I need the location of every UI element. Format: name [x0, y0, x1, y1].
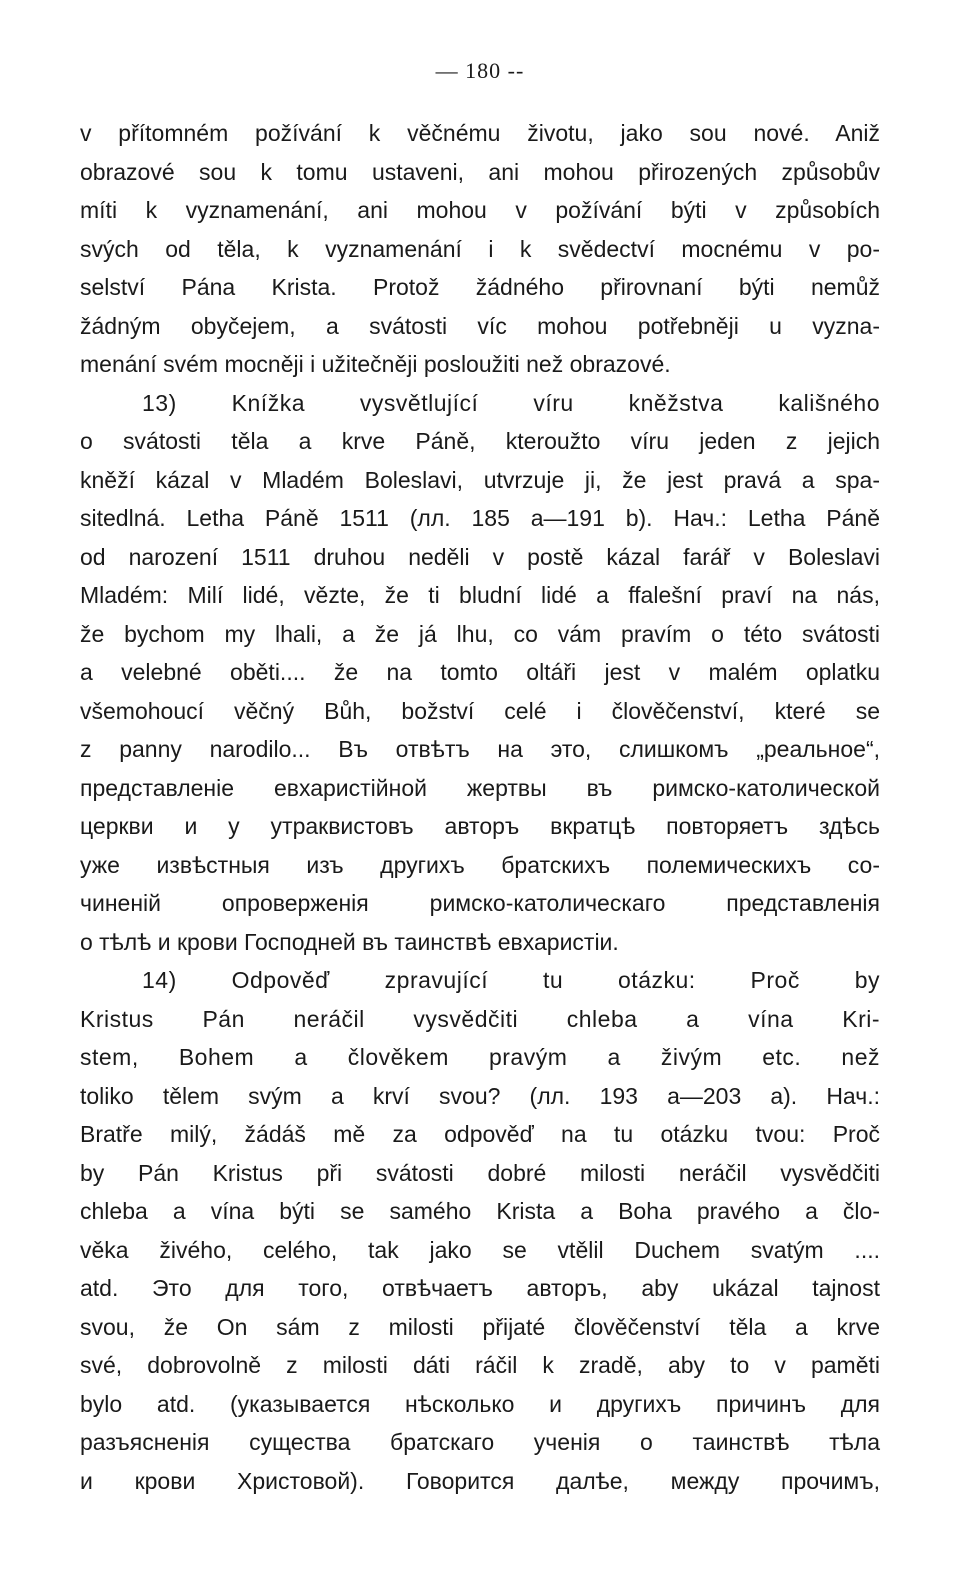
text-line: bylo atd. (указывается нѣсколько и другихъ причинъ для: [80, 1390, 880, 1417]
entry-13-heading-line: 13) Knížka vysvětlující víru kněžstva kališného: [142, 389, 880, 416]
text-line: разъясненія существа братскаго ученія о таинствѣ тѣла: [80, 1429, 880, 1455]
text-line: a velebné oběti.... že na tomto oltáři jest v malém oplatku: [80, 659, 880, 685]
text-line: své, dobrovolně z milosti dáti ráčil k zradě, aby to v paměti: [80, 1352, 880, 1378]
text-line: v přítomném požívání k věčnému životu, jako sou nové. Aniž: [80, 120, 880, 146]
text-line: чиненій опроверженія римско-католическаго представленія: [80, 890, 880, 916]
text-line: věka živého, celého, tak jako se vtělil Duchem svatým ....: [80, 1236, 880, 1263]
text-line: Mladém: Milí lidé, vězte, že ti bludní lidé a ffalešní praví na nás,: [80, 582, 880, 608]
text-line: stem, Bohem a člověkem pravým a živým etc. než: [80, 1044, 880, 1070]
text-line: míti k vyznamenání, ani mohou v požívání býti v způsobích: [80, 197, 880, 223]
text-line: chleba a vína býti se samého Krista a Boha pravého a člo-: [80, 1198, 880, 1224]
text-line: že bychom my lhali, a že já lhu, co vám pravím o této svátosti: [80, 620, 880, 647]
text-line: представленіе евхаристійной жертвы въ римско-католической: [80, 774, 880, 801]
text-line: о тѣлѣ и крови Господней въ таинствѣ евхаристіи.: [80, 928, 619, 955]
book-page: [80, 0, 880, 1588]
text-line: svých od těla, k vyznamenání i k svědectví mocnému v po-: [80, 235, 880, 262]
text-line: и крови Христовой). Говорится далѣе, между прочимъ,: [80, 1467, 880, 1494]
page-number: — 180 --: [435, 58, 525, 83]
text-line: o svátosti těla a krve Páně, kteroužto víru jeden z jejich: [80, 428, 880, 454]
text-line: церкви и у утраквистовъ авторъ вкратцѣ повторяетъ здѣсь: [80, 813, 880, 839]
text-line: menání svém mocněji i užitečněji posloužiti než obrazové.: [80, 351, 671, 377]
text-line: toliko tělem svým a krví svou? (лл. 193 а—203 а). Нач.:: [80, 1082, 880, 1109]
text-line: atd. Это для того, отвѣчаетъ авторъ, aby ukázal tajnost: [80, 1275, 880, 1301]
text-line: svou, že On sám z milosti přijaté člověčenství těla a krve: [80, 1313, 880, 1340]
text-line: by Pán Kristus při svátosti dobré milosti neráčil vysvědčiti: [80, 1159, 880, 1186]
text-line: všemohoucí věčný Bůh, božství celé i člověčenství, které se: [80, 697, 880, 724]
text-line: sitedlná. Letha Páně 1511 (лл. 185 а—191 b). Нач.: Letha Páně: [80, 505, 880, 531]
text-line: od narození 1511 druhou neděli v postě kázal farář v Boleslavi: [80, 543, 880, 570]
text-line: kněží kázal v Mladém Boleslavi, utvrzuje ji, že jest pravá a spa-: [80, 466, 880, 493]
text-line: obrazové sou k tomu ustaveni, ani mohou přirozených způsobův: [80, 158, 880, 185]
entry-14-heading-line: 14) Odpověď zpravující tu otázku: Proč by: [142, 967, 880, 993]
text-line: Kristus Pán neráčil vysvědčiti chleba a vína Kri-: [80, 1005, 880, 1032]
text-line: Bratře milý, žádáš mě za odpověď na tu otázku tvou: Proč: [80, 1121, 880, 1147]
text-line: уже извѣстныя изъ другихъ братскихъ полемическихъ со-: [80, 851, 880, 878]
text-body: [80, 114, 880, 1500]
text-line: žádným obyčejem, a svátosti víc mohou potřebněji u vyzna-: [80, 312, 880, 339]
text-line: selství Pána Krista. Protož žádného přirovnaní býti nemůž: [80, 274, 880, 300]
text-line: z panny narodilo... Въ отвѣтъ на это, слишкомъ „реальное“,: [80, 736, 880, 762]
